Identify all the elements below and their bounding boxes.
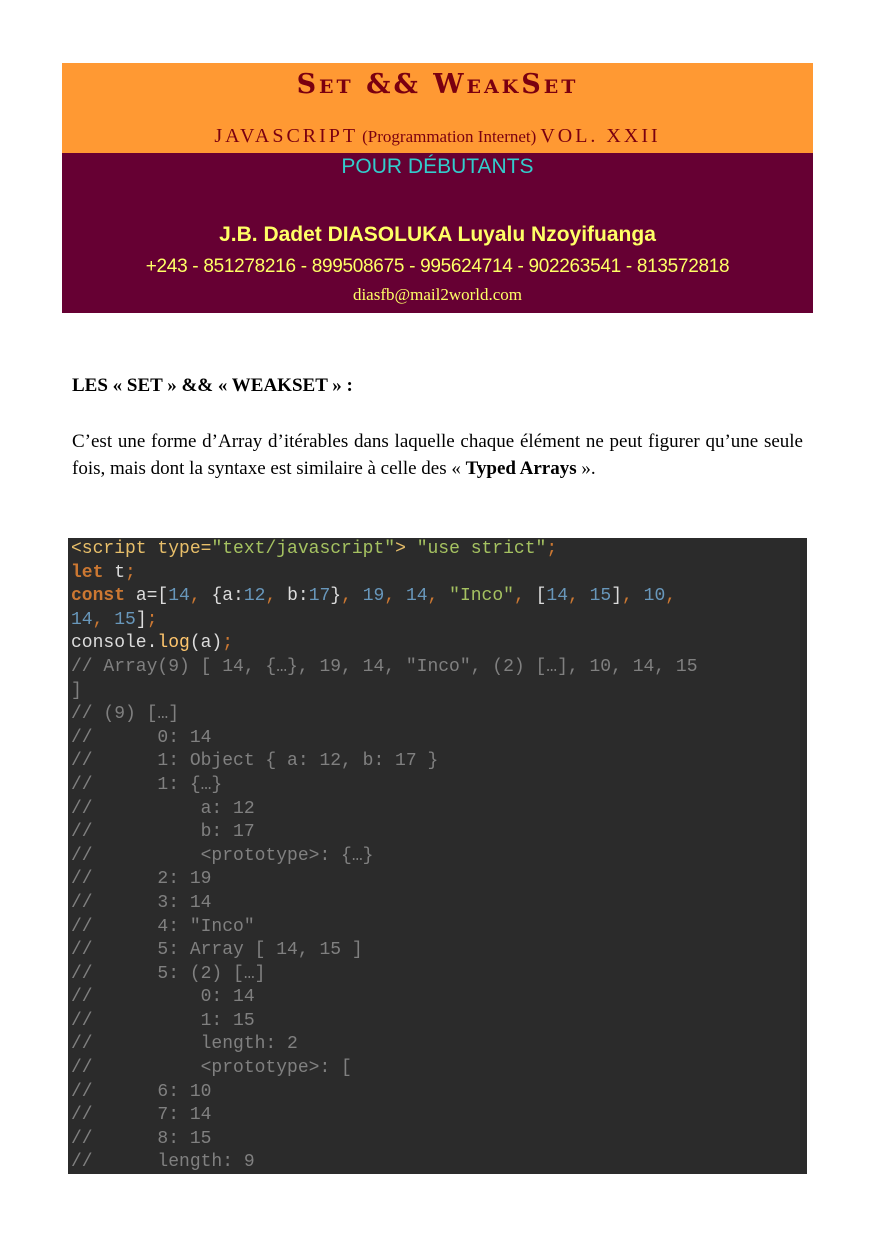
code-token: // 7: 14: [71, 1105, 212, 1126]
code-token: ,: [665, 586, 677, 607]
code-token: ]: [611, 586, 623, 607]
intro-paragraph: [72, 428, 803, 482]
code-token: ,: [384, 586, 406, 607]
code-line: [71, 703, 807, 727]
code-line: [71, 986, 807, 1010]
code-token: a=[: [125, 586, 169, 607]
code-token: // 4: "Inco": [71, 916, 255, 937]
title-banner: [62, 63, 813, 153]
code-line: [71, 656, 807, 680]
code-token: // <prototype>: {…}: [71, 845, 374, 866]
code-token: {a:: [211, 586, 244, 607]
paragraph-end: ».: [576, 458, 596, 479]
code-token: >: [395, 539, 417, 559]
code-token: ;: [146, 609, 158, 630]
code-line: [71, 963, 807, 987]
code-token: 10: [643, 586, 666, 607]
code-token: ,: [622, 586, 644, 607]
code-token: "Inco": [449, 586, 514, 607]
code-token: // Array(9) [ 14, {…}, 19, 14, "Inco", (2) […], 10, 14, 15: [71, 656, 698, 677]
code-token: 17: [308, 586, 331, 607]
code-token: ;: [546, 539, 558, 559]
code-token: // 8: 15: [71, 1128, 212, 1149]
code-token: let: [71, 562, 104, 583]
code-token: // 3: 14: [71, 892, 212, 913]
code-line: [71, 1104, 807, 1128]
code-token: [: [535, 586, 547, 607]
author-email: diasfb@mail2world.com: [352, 285, 523, 304]
code-line: [71, 1057, 807, 1081]
code-token: ]: [135, 609, 147, 630]
code-token: ,: [568, 586, 590, 607]
code-token: // 1: 15: [71, 1010, 255, 1031]
code-line: [71, 1033, 807, 1057]
section-heading: LES « SET » && « WEAKSET » :: [72, 375, 353, 396]
code-token: ,: [265, 586, 288, 607]
code-line: [71, 538, 807, 562]
code-token: // 6: 10: [71, 1081, 212, 1102]
code-line: [71, 892, 807, 916]
code-token: ;: [125, 562, 136, 583]
code-token: console.: [71, 633, 158, 654]
code-token: const: [71, 586, 126, 607]
code-line: [71, 845, 807, 869]
code-token: ,: [92, 609, 115, 630]
code-token: 14: [546, 586, 568, 607]
code-line: [71, 798, 807, 822]
code-line: [71, 868, 807, 892]
code-token: // length: 2: [71, 1034, 298, 1055]
code-token: // 0: 14: [71, 987, 255, 1008]
series-subtitle: (Programmation Internet): [362, 127, 537, 146]
code-token: <script type=: [71, 539, 212, 559]
code-line: [71, 609, 807, 633]
code-line: [71, 821, 807, 845]
code-token: // 5: (2) […]: [71, 963, 266, 984]
code-token: ,: [427, 586, 450, 607]
code-line: [71, 916, 807, 940]
code-token: 14: [71, 609, 93, 630]
code-line: [71, 1081, 807, 1105]
code-token: 14: [168, 586, 190, 607]
code-line: [71, 585, 807, 609]
code-line: [71, 1151, 807, 1174]
code-token: t: [103, 562, 126, 583]
series-line: [62, 125, 813, 148]
code-token: ;: [222, 633, 234, 654]
code-token: ]: [71, 680, 82, 701]
code-token: "text/javascript": [211, 539, 396, 559]
code-token: 19: [362, 586, 385, 607]
author-name: J.B. Dadet DIASOLUKA Luyalu Nzoyifuanga: [219, 223, 656, 246]
author-banner: [62, 153, 813, 313]
code-token: // a: 12: [71, 798, 255, 819]
code-token: log: [157, 633, 190, 654]
code-token: 14: [405, 586, 428, 607]
volume-label: VOL. XXII: [540, 125, 661, 147]
paragraph-emphasis: Typed Arrays: [465, 458, 577, 479]
code-token: ,: [513, 586, 536, 607]
code-token: // <prototype>: [: [71, 1058, 352, 1079]
code-token: 15: [589, 586, 612, 607]
code-token: 15: [114, 609, 136, 630]
code-token: // (9) […]: [71, 704, 180, 725]
code-token: // 0: 14: [71, 727, 212, 748]
document-title: Set && WeakSet: [296, 69, 579, 100]
code-line: [71, 632, 807, 656]
code-token: // b: 17: [71, 822, 255, 843]
code-token: // 1: Object { a: 12, b: 17 }: [71, 751, 439, 772]
code-line: [71, 774, 807, 798]
phone-numbers: +243 - 851278216 - 899508675 - 995624714 - 902263541 - 813572818: [145, 256, 730, 277]
code-token: // 5: Array [ 14, 15 ]: [71, 940, 363, 961]
code-token: // 2: 19: [71, 869, 212, 890]
code-token: }: [330, 586, 342, 607]
code-token: // 1: {…}: [71, 774, 223, 795]
code-line: [71, 939, 807, 963]
paragraph-text: C’est une forme d’Array d’itérables dans laquelle chaque élément ne peut figurer qu’une seule fois, mais dont la syntaxe est similaire à celle des «: [72, 431, 803, 479]
code-token: "use strict": [416, 539, 547, 559]
code-token: ,: [341, 586, 363, 607]
code-listing: [68, 538, 807, 1174]
code-line: [71, 1010, 807, 1034]
audience-subtitle: POUR DÉBUTANTS: [341, 155, 534, 178]
code-line: [71, 750, 807, 774]
code-token: (a): [189, 633, 223, 654]
code-line: [71, 562, 807, 586]
code-line: [71, 1128, 807, 1152]
code-line: [71, 680, 807, 704]
code-token: // length: 9: [71, 1152, 255, 1173]
series-name: JAVASCRIPT: [214, 125, 359, 147]
code-token: b:: [287, 586, 309, 607]
code-token: ,: [189, 586, 212, 607]
code-block: [68, 538, 807, 1174]
code-token: 12: [243, 586, 266, 607]
code-line: [71, 727, 807, 751]
